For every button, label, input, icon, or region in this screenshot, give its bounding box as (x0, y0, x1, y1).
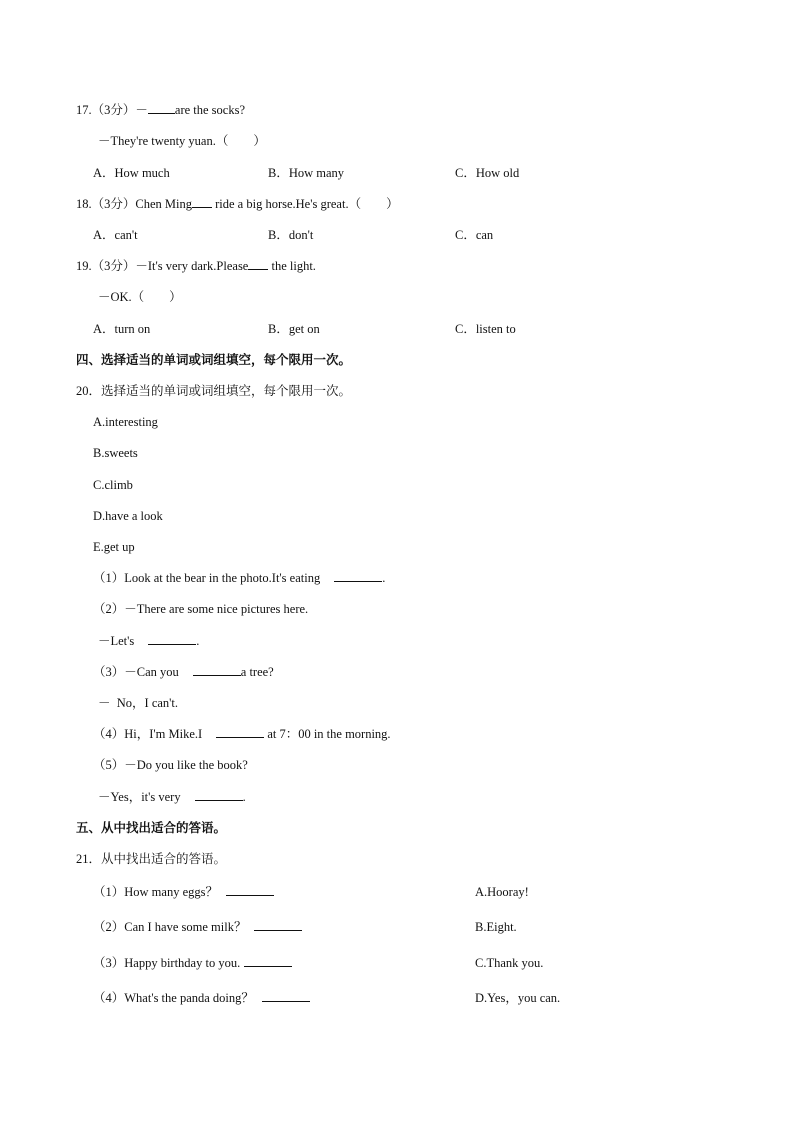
q17-suffix: are the socks? (174, 103, 245, 117)
q21-answer-d: D.Yes，you can. (475, 991, 561, 1005)
q20-word-d: D.have a look (93, 509, 163, 523)
q17-option-b[interactable]: B．How many (268, 166, 345, 180)
q17-prefix: 17.（3分）－ (76, 103, 148, 117)
q20-item-5 (93, 757, 248, 773)
question-18 (76, 196, 399, 212)
q21-item-1-blank[interactable] (226, 884, 274, 896)
q20-word-a: A.interesting (93, 415, 158, 429)
q20-item-5-end: . (242, 790, 246, 804)
q21-item-3-blank[interactable] (244, 955, 292, 967)
q21-item-2 (93, 919, 302, 935)
q20-item-5-blank[interactable] (195, 789, 243, 801)
q20-item-4 (93, 726, 391, 742)
q20-item-2-end: . (196, 634, 200, 648)
q17-answer-line: －They're twenty yuan.（ ） (98, 134, 266, 148)
q20-item-4-text: （4）Hi，I'm Mike.I (93, 727, 203, 741)
q20-item-1 (93, 570, 385, 586)
q20-item-5-reply-text: －Yes，it's very (98, 790, 181, 804)
q20-item-3-blank[interactable] (193, 664, 241, 676)
q21-answer-b: B.Eight. (475, 920, 517, 934)
q20-item-5-reply (98, 789, 246, 805)
q20-word-b: B.sweets (93, 446, 138, 460)
q19-option-a[interactable]: A．turn on (93, 322, 151, 336)
q18-option-b[interactable]: B．don't (268, 228, 314, 242)
q21-item-2-blank[interactable] (254, 919, 302, 931)
q20-item-2-reply-text: －Let's (98, 634, 135, 648)
q19-option-b[interactable]: B．get on (268, 322, 320, 336)
q19-answer-line: －OK.（ ） (98, 290, 182, 304)
q20-item-3-reply (98, 695, 178, 711)
q18-option-a[interactable]: A．can't (93, 228, 138, 242)
q18-prefix: 18.（3分）Chen Ming (76, 197, 192, 211)
q18-blank[interactable] (192, 196, 212, 208)
q20-item-3-reply-text: － No，I can't. (98, 696, 179, 710)
q20-item-4-blank[interactable] (216, 726, 264, 738)
question-20-stem: 20．选择适当的单词或词组填空，每个限用一次。 (76, 384, 352, 398)
q19-suffix: the light. (268, 259, 316, 273)
q20-item-3-end: a tree? (240, 665, 274, 679)
q20-item-3 (93, 664, 274, 680)
q19-blank[interactable] (248, 258, 268, 270)
q21-item-1 (93, 884, 274, 900)
q21-item-4-blank[interactable] (262, 990, 310, 1002)
question-21-stem: 21．从中找出适合的答语。 (76, 852, 227, 866)
q20-item-3-text: （3）－Can you (93, 665, 179, 679)
q19-prefix: 19.（3分）－It's very dark.Please (76, 259, 249, 273)
section-5-heading: 五、从中找出适合的答语。 (76, 821, 227, 835)
q20-item-4-end: at 7：00 in the morning. (264, 727, 391, 741)
q17-blank[interactable] (148, 102, 175, 114)
q21-item-3-question: （3）Happy birthday to you. (93, 956, 241, 970)
q17-option-c[interactable]: C．How old (455, 166, 520, 180)
q21-answer-c: C.Thank you. (475, 956, 544, 970)
q20-item-1-blank[interactable] (334, 570, 382, 582)
q20-item-2-blank[interactable] (148, 633, 196, 645)
q20-item-1-end: . (382, 571, 386, 585)
q20-word-c: C.climb (93, 478, 133, 492)
q21-answer-a: A.Hooray! (475, 885, 529, 899)
q19-option-c[interactable]: C．listen to (455, 322, 516, 336)
q21-item-1-question: （1）How many eggs？ (93, 885, 218, 899)
section-4-heading: 四、选择适当的单词或词组填空，每个限用一次。 (76, 353, 352, 367)
q20-item-1-text: （1）Look at the bear in the photo.It's eating (93, 571, 321, 585)
q20-item-2 (93, 601, 308, 617)
question-19 (76, 258, 316, 274)
q18-option-c[interactable]: C．can (455, 228, 494, 242)
q20-item-2-text: （2）－There are some nice pictures here. (93, 602, 309, 616)
question-17 (76, 102, 245, 118)
q21-item-2-question: （2）Can I have some milk？ (93, 920, 247, 934)
q21-item-3 (93, 955, 292, 971)
q18-suffix: ride a big horse.He's great.（ ） (211, 197, 399, 211)
q21-item-4 (93, 990, 310, 1006)
q20-item-2-reply (98, 633, 199, 649)
q20-word-e: E.get up (93, 540, 135, 554)
q21-item-4-question: （4）What's the panda doing？ (93, 991, 254, 1005)
q20-item-5-text: （5）－Do you like the book? (93, 758, 248, 772)
q17-option-a[interactable]: A．How much (93, 166, 170, 180)
